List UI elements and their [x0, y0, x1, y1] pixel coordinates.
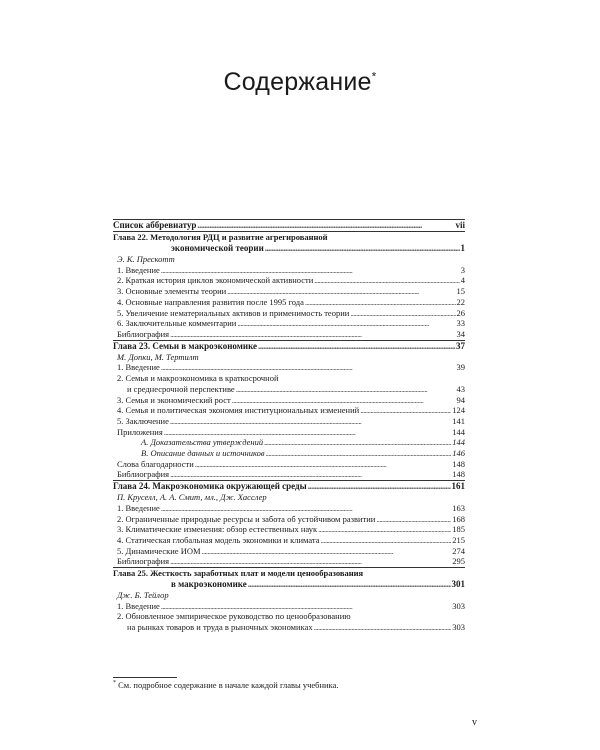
page-title: Содержание* [223, 68, 377, 96]
toc-entry[interactable]: 1. Введение . . . 3 [113, 265, 465, 276]
table-of-contents [113, 219, 465, 633]
toc-chapter-25-heading-cont[interactable]: в макроэкономике . . . 301 [113, 579, 465, 590]
toc-entry[interactable]: 4. Статическая глобальная модель экономики и климата . . . 215 [113, 535, 465, 546]
toc-entry[interactable]: 5. Увеличение нематериальных активов и применимость теории . . . 26 [113, 308, 465, 319]
toc-entry[interactable]: 3. Основные элементы теории . . . 15 [113, 286, 465, 297]
toc-chapter-24-heading[interactable]: Глава 24. Макроэкономика окружающей среды . . . 161 [113, 481, 465, 492]
chapter-author: Дж. Б. Тейлор [117, 589, 169, 600]
toc-entry[interactable]: 2. Краткая история циклов экономической активности . . . 4 [113, 275, 465, 286]
toc-entry[interactable]: 4. Основные направления развития после 1995 года . . . 22 [113, 297, 465, 308]
toc-entry[interactable]: Слова благодарности . . . 148 [113, 459, 465, 470]
footnote-mark: * [113, 680, 116, 687]
toc-entry[interactable]: 3. Климатические изменения: обзор естественных наук . . . 185 [113, 524, 465, 535]
toc-entry[interactable]: 5. Динамические ИОМ . . . 274 [113, 546, 465, 557]
toc-entry[interactable]: Библиография . . . 295 [113, 556, 465, 567]
toc-appendix-entry[interactable]: А. Доказательства утверждений . . . 144 [113, 437, 465, 448]
toc-entry[interactable]: 4. Семья и политическая экономия институциональных изменений . . . 124 [113, 405, 465, 416]
toc-abbreviations[interactable]: Список аббревиатур . . . vii [113, 220, 465, 231]
toc-chapter-23-heading[interactable]: Глава 23. Семьи в макроэкономике . . . 37 [113, 341, 465, 352]
toc-entry[interactable]: 2. Семья и макроэкономика в краткосрочной [117, 373, 279, 384]
chapter-author: М. Допки, М. Тертилт [117, 351, 199, 362]
page-number: v [472, 717, 477, 728]
chapter-author: Э. К. Прескотт [117, 254, 175, 265]
footnote: * См. подробное содержание в начале каждой главы учебника. [113, 680, 339, 690]
toc-entry[interactable]: 2. Ограниченные природные ресурсы и забота об устойчивом развитии . . . 168 [113, 514, 465, 525]
toc-entry[interactable]: 3. Семья и экономический рост . . . 94 [113, 395, 465, 406]
toc-entry[interactable]: Библиография . . . 148 [113, 469, 465, 480]
toc-entry[interactable]: 6. Заключительные комментарии . . . 33 [113, 318, 465, 329]
toc-entry[interactable]: 5. Заключение . . . 141 [113, 416, 465, 427]
toc-entry[interactable]: 1. Введение . . . 303 [113, 601, 465, 612]
toc-chapter-22-heading-cont[interactable]: экономической теории . . . 1 [113, 243, 465, 254]
toc-entry[interactable]: 2. Обновленное эмпирическое руководство по ценообразованию [117, 611, 351, 622]
toc-entry[interactable]: Библиография . . . 34 [113, 329, 465, 340]
toc-chapter-25-heading[interactable]: Глава 25. Жесткость заработных плат и модели ценообразования [113, 568, 364, 578]
toc-entry[interactable]: Приложения . . . 144 [113, 427, 465, 438]
toc-entry[interactable]: 1. Введение . . . 163 [113, 503, 465, 514]
title-footnote-mark: * [371, 69, 377, 84]
toc-entry-cont[interactable]: на рынках товаров и труда в рыночных экономиках . . . 303 [113, 622, 465, 633]
chapter-author: П. Круселл, А. А. Смит, мл., Дж. Хасслер [117, 492, 267, 503]
toc-appendix-entry[interactable]: В. Описание данных и источников . . . 146 [113, 448, 465, 459]
toc-entry[interactable]: 1. Введение . . . 39 [113, 362, 465, 373]
footnote-rule [113, 677, 177, 678]
toc-entry-cont[interactable]: и среднесрочной перспективе . . . 43 [113, 384, 465, 395]
toc-chapter-22-heading[interactable]: Глава 22. Методология РДЦ и развитие агрегированной [113, 232, 328, 243]
